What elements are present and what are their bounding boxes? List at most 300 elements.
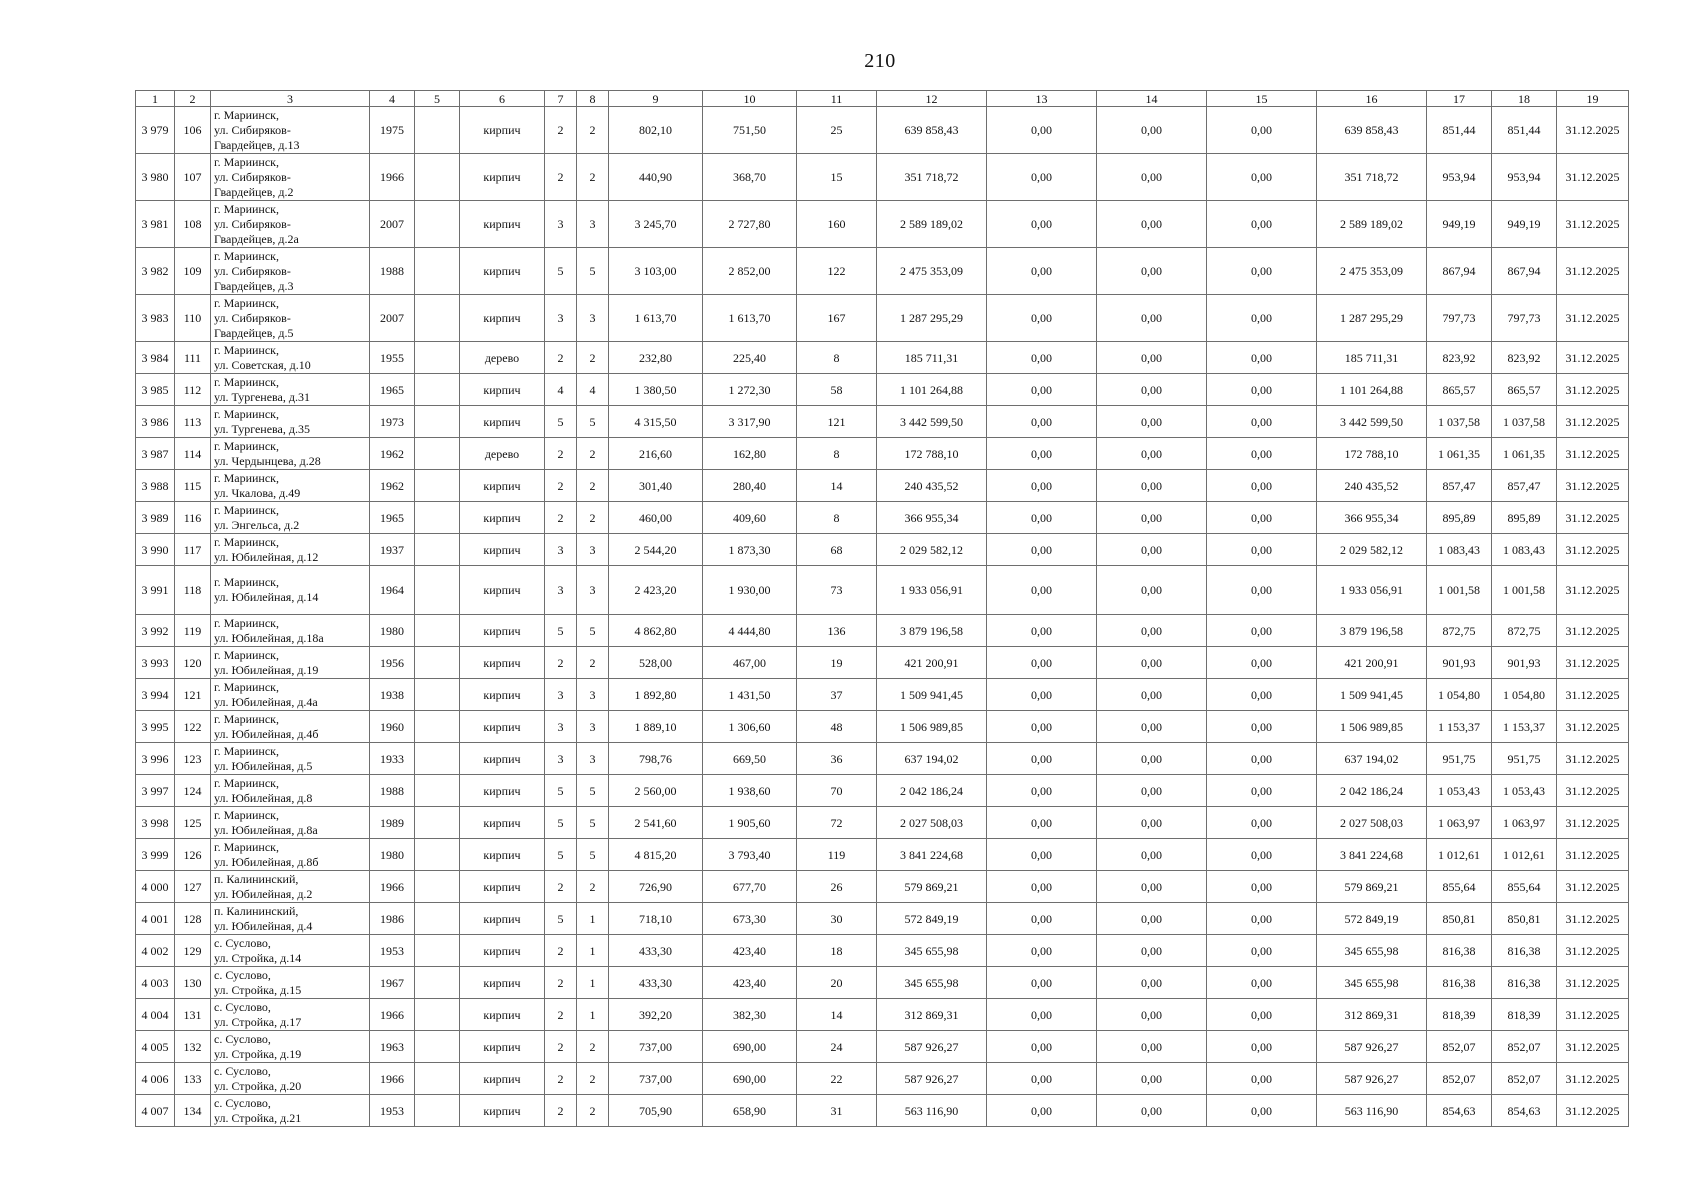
address-cell: [211, 470, 370, 502]
cell-col-7: 2: [545, 502, 577, 534]
cell-col-14: 0,00: [1097, 154, 1207, 201]
cell-col-4: 1988: [370, 775, 415, 807]
cell-col-5: [415, 935, 460, 967]
cell-col-11: 30: [797, 903, 877, 935]
cell-col-1: 3 980: [136, 154, 175, 201]
cell-col-17: 797,73: [1427, 295, 1492, 342]
cell-col-5: [415, 647, 460, 679]
address-line: Гвардейцев, д.2а: [214, 231, 299, 246]
cell-col-4: 1953: [370, 1095, 415, 1127]
address-line: ул. Стройка, д.14: [214, 950, 302, 965]
cell-col-1: 3 986: [136, 406, 175, 438]
cell-col-7: 2: [545, 1063, 577, 1095]
cell-col-17: 1 061,35: [1427, 438, 1492, 470]
cell-col-6: кирпич: [460, 679, 545, 711]
cell-col-4: 1973: [370, 406, 415, 438]
cell-col-16: 1 506 989,85: [1317, 711, 1427, 743]
address-line: п. Калининский,: [214, 871, 299, 886]
address-line: ул. Стройка, д.19: [214, 1046, 302, 1061]
cell-col-13: 0,00: [987, 903, 1097, 935]
address-line: с. Суслово,: [214, 1031, 271, 1046]
data-table: [135, 90, 1629, 1127]
cell-col-4: 1953: [370, 935, 415, 967]
cell-col-14: 0,00: [1097, 201, 1207, 248]
cell-col-2: 109: [175, 248, 211, 295]
cell-col-7: 5: [545, 615, 577, 647]
cell-col-17: 951,75: [1427, 743, 1492, 775]
cell-col-18: 1 012,61: [1492, 839, 1557, 871]
table-row: [136, 999, 1629, 1031]
cell-col-17: 850,81: [1427, 903, 1492, 935]
cell-col-2: 130: [175, 967, 211, 999]
cell-col-14: 0,00: [1097, 438, 1207, 470]
cell-col-1: 3 984: [136, 342, 175, 374]
address-line: ул. Чкалова, д.49: [214, 485, 301, 500]
cell-col-12: 421 200,91: [877, 647, 987, 679]
cell-col-5: [415, 839, 460, 871]
cell-col-16: 1 933 056,91: [1317, 566, 1427, 615]
cell-col-1: 3 997: [136, 775, 175, 807]
cell-col-10: 1 938,60: [703, 775, 797, 807]
address-line: ул. Юбилейная, д.4: [214, 918, 313, 933]
cell-col-16: 345 655,98: [1317, 967, 1427, 999]
cell-col-10: 1 306,60: [703, 711, 797, 743]
cell-col-10: 225,40: [703, 342, 797, 374]
cell-col-19: 31.12.2025: [1557, 154, 1629, 201]
cell-col-15: 0,00: [1207, 201, 1317, 248]
address-line: ул. Тургенева, д.31: [214, 389, 310, 404]
cell-col-6: кирпич: [460, 999, 545, 1031]
address-cell: [211, 438, 370, 470]
cell-col-17: 1 063,97: [1427, 807, 1492, 839]
address-line: ул. Сибиряков-: [214, 122, 291, 137]
cell-col-2: 113: [175, 406, 211, 438]
cell-col-4: 1965: [370, 374, 415, 406]
cell-col-1: 3 985: [136, 374, 175, 406]
cell-col-4: 1966: [370, 154, 415, 201]
cell-col-11: 160: [797, 201, 877, 248]
cell-col-19: 31.12.2025: [1557, 342, 1629, 374]
cell-col-2: 120: [175, 647, 211, 679]
cell-col-17: 852,07: [1427, 1031, 1492, 1063]
cell-col-18: 949,19: [1492, 201, 1557, 248]
cell-col-8: 2: [577, 154, 609, 201]
column-number-9: 9: [609, 91, 703, 107]
cell-col-15: 0,00: [1207, 903, 1317, 935]
cell-col-8: 3: [577, 711, 609, 743]
cell-col-18: 1 083,43: [1492, 534, 1557, 566]
cell-col-10: 1 272,30: [703, 374, 797, 406]
cell-col-11: 37: [797, 679, 877, 711]
cell-col-10: 2 852,00: [703, 248, 797, 295]
cell-col-8: 2: [577, 342, 609, 374]
table-row: [136, 1063, 1629, 1095]
cell-col-10: 162,80: [703, 438, 797, 470]
table-row: [136, 406, 1629, 438]
cell-col-8: 3: [577, 743, 609, 775]
cell-col-2: 128: [175, 903, 211, 935]
cell-col-10: 423,40: [703, 967, 797, 999]
address-line: с. Суслово,: [214, 999, 271, 1014]
cell-col-6: кирпич: [460, 470, 545, 502]
cell-col-8: 2: [577, 1031, 609, 1063]
cell-col-16: 366 955,34: [1317, 502, 1427, 534]
table-row: [136, 967, 1629, 999]
cell-col-1: 3 994: [136, 679, 175, 711]
cell-col-16: 572 849,19: [1317, 903, 1427, 935]
cell-col-5: [415, 999, 460, 1031]
address-line: г. Мариинск,: [214, 248, 279, 263]
address-line: Гвардейцев, д.5: [214, 325, 294, 340]
cell-col-5: [415, 406, 460, 438]
cell-col-13: 0,00: [987, 679, 1097, 711]
cell-col-5: [415, 1063, 460, 1095]
cell-col-4: 1966: [370, 999, 415, 1031]
cell-col-7: 3: [545, 295, 577, 342]
cell-col-9: 460,00: [609, 502, 703, 534]
cell-col-15: 0,00: [1207, 615, 1317, 647]
cell-col-2: 119: [175, 615, 211, 647]
cell-col-8: 2: [577, 1063, 609, 1095]
address-line: ул. Стройка, д.21: [214, 1110, 302, 1125]
cell-col-4: 1963: [370, 1031, 415, 1063]
cell-col-13: 0,00: [987, 295, 1097, 342]
cell-col-10: 1 873,30: [703, 534, 797, 566]
cell-col-13: 0,00: [987, 775, 1097, 807]
cell-col-1: 3 993: [136, 647, 175, 679]
cell-col-14: 0,00: [1097, 903, 1207, 935]
cell-col-19: 31.12.2025: [1557, 406, 1629, 438]
cell-col-13: 0,00: [987, 711, 1097, 743]
address-line: ул. Юбилейная, д.8а: [214, 822, 318, 837]
cell-col-12: 1 287 295,29: [877, 295, 987, 342]
table-header: [136, 91, 1629, 107]
cell-col-13: 0,00: [987, 999, 1097, 1031]
cell-col-15: 0,00: [1207, 743, 1317, 775]
cell-col-8: 3: [577, 566, 609, 615]
cell-col-14: 0,00: [1097, 502, 1207, 534]
cell-col-13: 0,00: [987, 374, 1097, 406]
cell-col-15: 0,00: [1207, 871, 1317, 903]
cell-col-14: 0,00: [1097, 470, 1207, 502]
cell-col-14: 0,00: [1097, 615, 1207, 647]
cell-col-5: [415, 534, 460, 566]
cell-col-19: 31.12.2025: [1557, 295, 1629, 342]
address-line: г. Мариинск,: [214, 374, 279, 389]
cell-col-4: 1966: [370, 1063, 415, 1095]
table-row: [136, 534, 1629, 566]
cell-col-8: 3: [577, 201, 609, 248]
table-row: [136, 295, 1629, 342]
cell-col-19: 31.12.2025: [1557, 679, 1629, 711]
cell-col-12: 637 194,02: [877, 743, 987, 775]
cell-col-2: 133: [175, 1063, 211, 1095]
cell-col-18: 797,73: [1492, 295, 1557, 342]
cell-col-10: 409,60: [703, 502, 797, 534]
address-cell: [211, 679, 370, 711]
cell-col-12: 345 655,98: [877, 935, 987, 967]
cell-col-14: 0,00: [1097, 534, 1207, 566]
cell-col-14: 0,00: [1097, 775, 1207, 807]
address-line: г. Мариинск,: [214, 342, 279, 357]
cell-col-18: 901,93: [1492, 647, 1557, 679]
cell-col-16: 172 788,10: [1317, 438, 1427, 470]
table-row: [136, 502, 1629, 534]
cell-col-17: 852,07: [1427, 1063, 1492, 1095]
cell-col-9: 232,80: [609, 342, 703, 374]
column-number-1: 1: [136, 91, 175, 107]
cell-col-10: 3 317,90: [703, 406, 797, 438]
table-row: [136, 1031, 1629, 1063]
address-line: ул. Юбилейная, д.4б: [214, 726, 319, 741]
table-row: [136, 807, 1629, 839]
cell-col-10: 1 431,50: [703, 679, 797, 711]
cell-col-2: 106: [175, 107, 211, 154]
cell-col-9: 737,00: [609, 1031, 703, 1063]
cell-col-8: 1: [577, 967, 609, 999]
cell-col-16: 312 869,31: [1317, 999, 1427, 1031]
table-row: [136, 1095, 1629, 1127]
cell-col-10: 467,00: [703, 647, 797, 679]
cell-col-6: кирпич: [460, 903, 545, 935]
cell-col-13: 0,00: [987, 566, 1097, 615]
cell-col-8: 2: [577, 470, 609, 502]
cell-col-2: 122: [175, 711, 211, 743]
cell-col-11: 72: [797, 807, 877, 839]
cell-col-1: 3 981: [136, 201, 175, 248]
address-cell: [211, 743, 370, 775]
cell-col-5: [415, 566, 460, 615]
cell-col-15: 0,00: [1207, 438, 1317, 470]
cell-col-5: [415, 154, 460, 201]
cell-col-7: 2: [545, 871, 577, 903]
cell-col-11: 8: [797, 502, 877, 534]
cell-col-19: 31.12.2025: [1557, 566, 1629, 615]
cell-col-10: 2 727,80: [703, 201, 797, 248]
cell-col-7: 3: [545, 711, 577, 743]
cell-col-13: 0,00: [987, 871, 1097, 903]
cell-col-15: 0,00: [1207, 679, 1317, 711]
address-line: ул. Юбилейная, д.8б: [214, 854, 319, 869]
cell-col-4: 1962: [370, 438, 415, 470]
cell-col-19: 31.12.2025: [1557, 201, 1629, 248]
cell-col-16: 579 869,21: [1317, 871, 1427, 903]
address-line: ул. Стройка, д.17: [214, 1014, 302, 1029]
cell-col-18: 872,75: [1492, 615, 1557, 647]
cell-col-19: 31.12.2025: [1557, 647, 1629, 679]
cell-col-18: 823,92: [1492, 342, 1557, 374]
cell-col-1: 3 998: [136, 807, 175, 839]
cell-col-18: 895,89: [1492, 502, 1557, 534]
address-cell: [211, 534, 370, 566]
cell-col-10: 1 613,70: [703, 295, 797, 342]
cell-col-2: 134: [175, 1095, 211, 1127]
cell-col-15: 0,00: [1207, 999, 1317, 1031]
address-cell: [211, 935, 370, 967]
cell-col-14: 0,00: [1097, 871, 1207, 903]
cell-col-16: 3 841 224,68: [1317, 839, 1427, 871]
cell-col-14: 0,00: [1097, 807, 1207, 839]
cell-col-18: 951,75: [1492, 743, 1557, 775]
cell-col-4: 1988: [370, 248, 415, 295]
cell-col-7: 3: [545, 679, 577, 711]
address-line: ул. Юбилейная, д.19: [214, 662, 319, 677]
cell-col-19: 31.12.2025: [1557, 534, 1629, 566]
address-line: г. Мариинск,: [214, 406, 279, 421]
cell-col-2: 110: [175, 295, 211, 342]
cell-col-16: 563 116,90: [1317, 1095, 1427, 1127]
cell-col-16: 2 027 508,03: [1317, 807, 1427, 839]
cell-col-11: 119: [797, 839, 877, 871]
column-number-14: 14: [1097, 91, 1207, 107]
address-cell: [211, 248, 370, 295]
cell-col-10: 382,30: [703, 999, 797, 1031]
cell-col-18: 1 063,97: [1492, 807, 1557, 839]
cell-col-18: 857,47: [1492, 470, 1557, 502]
address-cell: [211, 647, 370, 679]
cell-col-1: 3 987: [136, 438, 175, 470]
table-row: [136, 647, 1629, 679]
cell-col-7: 2: [545, 438, 577, 470]
address-cell: [211, 502, 370, 534]
column-number-18: 18: [1492, 91, 1557, 107]
cell-col-8: 1: [577, 935, 609, 967]
cell-col-13: 0,00: [987, 807, 1097, 839]
cell-col-4: 1965: [370, 502, 415, 534]
cell-col-10: 280,40: [703, 470, 797, 502]
cell-col-9: 216,60: [609, 438, 703, 470]
cell-col-18: 855,64: [1492, 871, 1557, 903]
cell-col-1: 4 006: [136, 1063, 175, 1095]
column-number-10: 10: [703, 91, 797, 107]
cell-col-2: 121: [175, 679, 211, 711]
cell-col-4: 1933: [370, 743, 415, 775]
cell-col-18: 953,94: [1492, 154, 1557, 201]
cell-col-2: 126: [175, 839, 211, 871]
cell-col-12: 587 926,27: [877, 1063, 987, 1095]
address-line: ул. Юбилейная, д.14: [214, 590, 319, 604]
cell-col-11: 48: [797, 711, 877, 743]
cell-col-10: 423,40: [703, 935, 797, 967]
cell-col-13: 0,00: [987, 406, 1097, 438]
cell-col-12: 572 849,19: [877, 903, 987, 935]
cell-col-4: 1938: [370, 679, 415, 711]
cell-col-5: [415, 502, 460, 534]
cell-col-13: 0,00: [987, 470, 1097, 502]
cell-col-9: 3 245,70: [609, 201, 703, 248]
table-row: [136, 438, 1629, 470]
cell-col-15: 0,00: [1207, 154, 1317, 201]
cell-col-17: 1 083,43: [1427, 534, 1492, 566]
cell-col-17: 953,94: [1427, 154, 1492, 201]
cell-col-7: 2: [545, 935, 577, 967]
cell-col-8: 2: [577, 502, 609, 534]
table-body: [136, 107, 1629, 1127]
cell-col-6: кирпич: [460, 615, 545, 647]
cell-col-4: 1960: [370, 711, 415, 743]
cell-col-12: 1 506 989,85: [877, 711, 987, 743]
cell-col-17: 857,47: [1427, 470, 1492, 502]
cell-col-6: кирпич: [460, 534, 545, 566]
cell-col-11: 20: [797, 967, 877, 999]
cell-col-7: 5: [545, 903, 577, 935]
column-number-3: 3: [211, 91, 370, 107]
cell-col-11: 14: [797, 470, 877, 502]
cell-col-18: 865,57: [1492, 374, 1557, 406]
cell-col-9: 737,00: [609, 1063, 703, 1095]
cell-col-9: 433,30: [609, 935, 703, 967]
address-cell: [211, 154, 370, 201]
cell-col-17: 823,92: [1427, 342, 1492, 374]
cell-col-6: кирпич: [460, 1063, 545, 1095]
cell-col-2: 116: [175, 502, 211, 534]
cell-col-6: кирпич: [460, 502, 545, 534]
address-line: г. Мариинск,: [214, 575, 279, 589]
cell-col-4: 1980: [370, 839, 415, 871]
cell-col-5: [415, 248, 460, 295]
cell-col-14: 0,00: [1097, 1031, 1207, 1063]
cell-col-7: 2: [545, 470, 577, 502]
cell-col-14: 0,00: [1097, 1095, 1207, 1127]
cell-col-13: 0,00: [987, 647, 1097, 679]
cell-col-7: 2: [545, 967, 577, 999]
address-cell: [211, 775, 370, 807]
cell-col-1: 3 992: [136, 615, 175, 647]
address-cell: [211, 871, 370, 903]
cell-col-15: 0,00: [1207, 502, 1317, 534]
cell-col-11: 22: [797, 1063, 877, 1095]
cell-col-11: 24: [797, 1031, 877, 1063]
cell-col-13: 0,00: [987, 1063, 1097, 1095]
address-line: г. Мариинск,: [214, 647, 279, 662]
cell-col-10: 669,50: [703, 743, 797, 775]
cell-col-14: 0,00: [1097, 743, 1207, 775]
address-line: ул. Советская, д.10: [214, 357, 311, 372]
cell-col-1: 4 003: [136, 967, 175, 999]
address-cell: [211, 374, 370, 406]
address-line: г. Мариинск,: [214, 295, 279, 310]
cell-col-7: 5: [545, 406, 577, 438]
cell-col-15: 0,00: [1207, 406, 1317, 438]
cell-col-14: 0,00: [1097, 295, 1207, 342]
cell-col-1: 4 005: [136, 1031, 175, 1063]
cell-col-9: 2 541,60: [609, 807, 703, 839]
cell-col-6: кирпич: [460, 201, 545, 248]
cell-col-17: 854,63: [1427, 1095, 1492, 1127]
address-cell: [211, 566, 370, 615]
cell-col-5: [415, 107, 460, 154]
cell-col-9: 1 892,80: [609, 679, 703, 711]
cell-col-12: 240 435,52: [877, 470, 987, 502]
cell-col-4: 1975: [370, 107, 415, 154]
address-cell: [211, 807, 370, 839]
cell-col-6: дерево: [460, 438, 545, 470]
address-cell: [211, 1063, 370, 1095]
cell-col-7: 2: [545, 154, 577, 201]
address-line: ул. Сибиряков-: [214, 263, 291, 278]
cell-col-9: 726,90: [609, 871, 703, 903]
cell-col-15: 0,00: [1207, 248, 1317, 295]
cell-col-5: [415, 871, 460, 903]
cell-col-12: 2 475 353,09: [877, 248, 987, 295]
cell-col-14: 0,00: [1097, 999, 1207, 1031]
cell-col-19: 31.12.2025: [1557, 502, 1629, 534]
address-line: г. Мариинск,: [214, 107, 279, 122]
cell-col-12: 1 509 941,45: [877, 679, 987, 711]
cell-col-13: 0,00: [987, 438, 1097, 470]
cell-col-14: 0,00: [1097, 342, 1207, 374]
cell-col-2: 112: [175, 374, 211, 406]
